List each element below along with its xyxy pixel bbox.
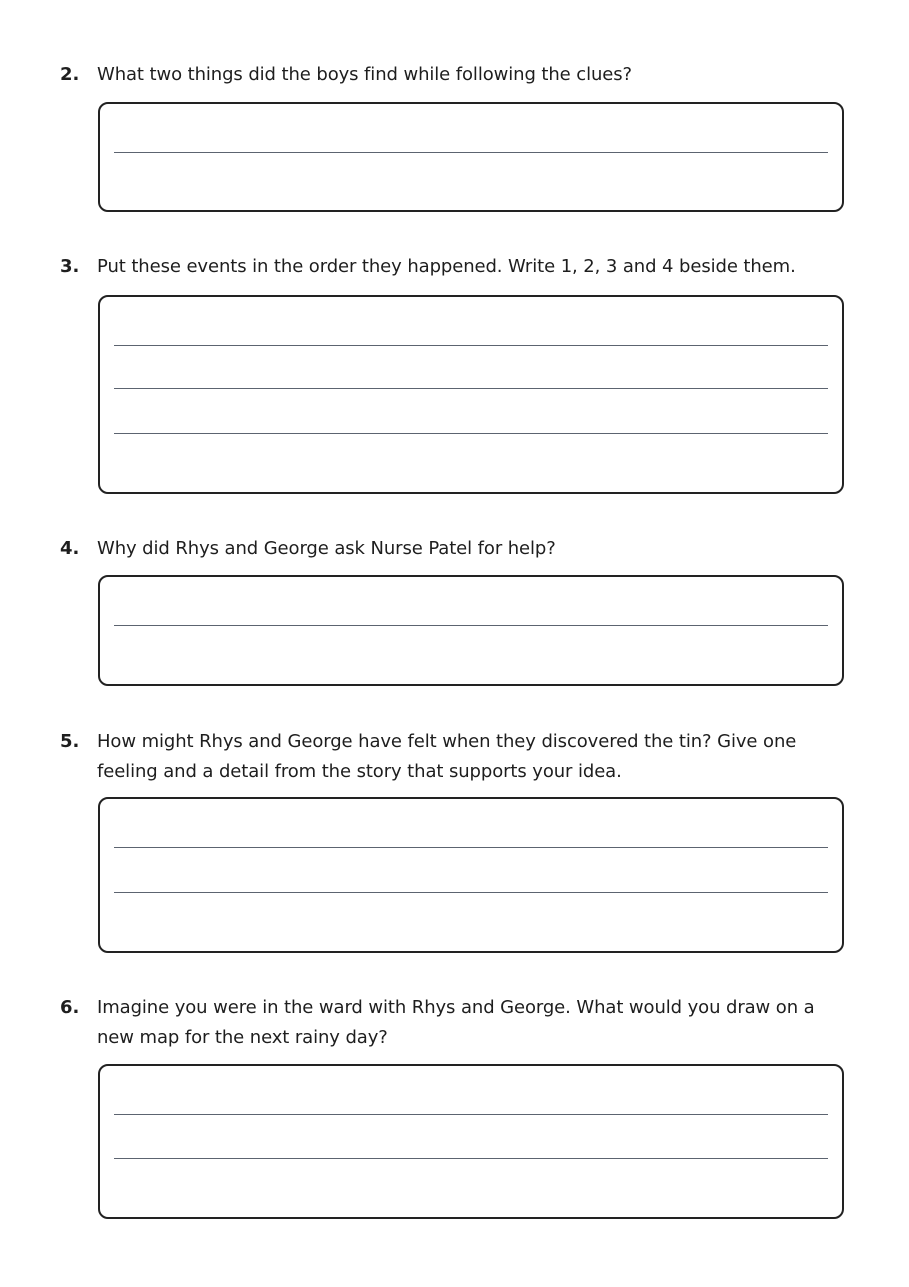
question-number: 5. <box>60 731 80 752</box>
question-number: 3. <box>60 256 80 277</box>
answer-line <box>114 847 828 848</box>
question-number: 2. <box>60 64 80 85</box>
answer-line <box>114 1158 828 1159</box>
answer-line <box>114 1114 828 1115</box>
answer-line <box>114 388 828 389</box>
answer-line <box>114 433 828 434</box>
answer-box-q2[interactable] <box>98 102 844 212</box>
question-text: How might Rhys and George have felt when they discovered the tin? Give one feeling and a detail from the story that supports your idea. <box>97 731 797 782</box>
answer-box-q4[interactable] <box>98 575 844 686</box>
answer-box-q5[interactable] <box>98 797 844 953</box>
answer-box-q6[interactable] <box>98 1064 844 1219</box>
question-text: What two things did the boys find while following the clues? <box>97 64 632 85</box>
question-text: Why did Rhys and George ask Nurse Patel for help? <box>97 538 556 559</box>
question-number: 4. <box>60 538 80 559</box>
answer-box-q3[interactable] <box>98 295 844 494</box>
question-text: Imagine you were in the ward with Rhys and George. What would you draw on a new map for the next rainy day? <box>97 997 815 1048</box>
question-text: Put these events in the order they happened. Write 1, 2, 3 and 4 beside them. <box>97 256 796 277</box>
answer-line <box>114 345 828 346</box>
question-number: 6. <box>60 997 80 1018</box>
answer-line <box>114 892 828 893</box>
answer-line <box>114 625 828 626</box>
answer-line <box>114 152 828 153</box>
